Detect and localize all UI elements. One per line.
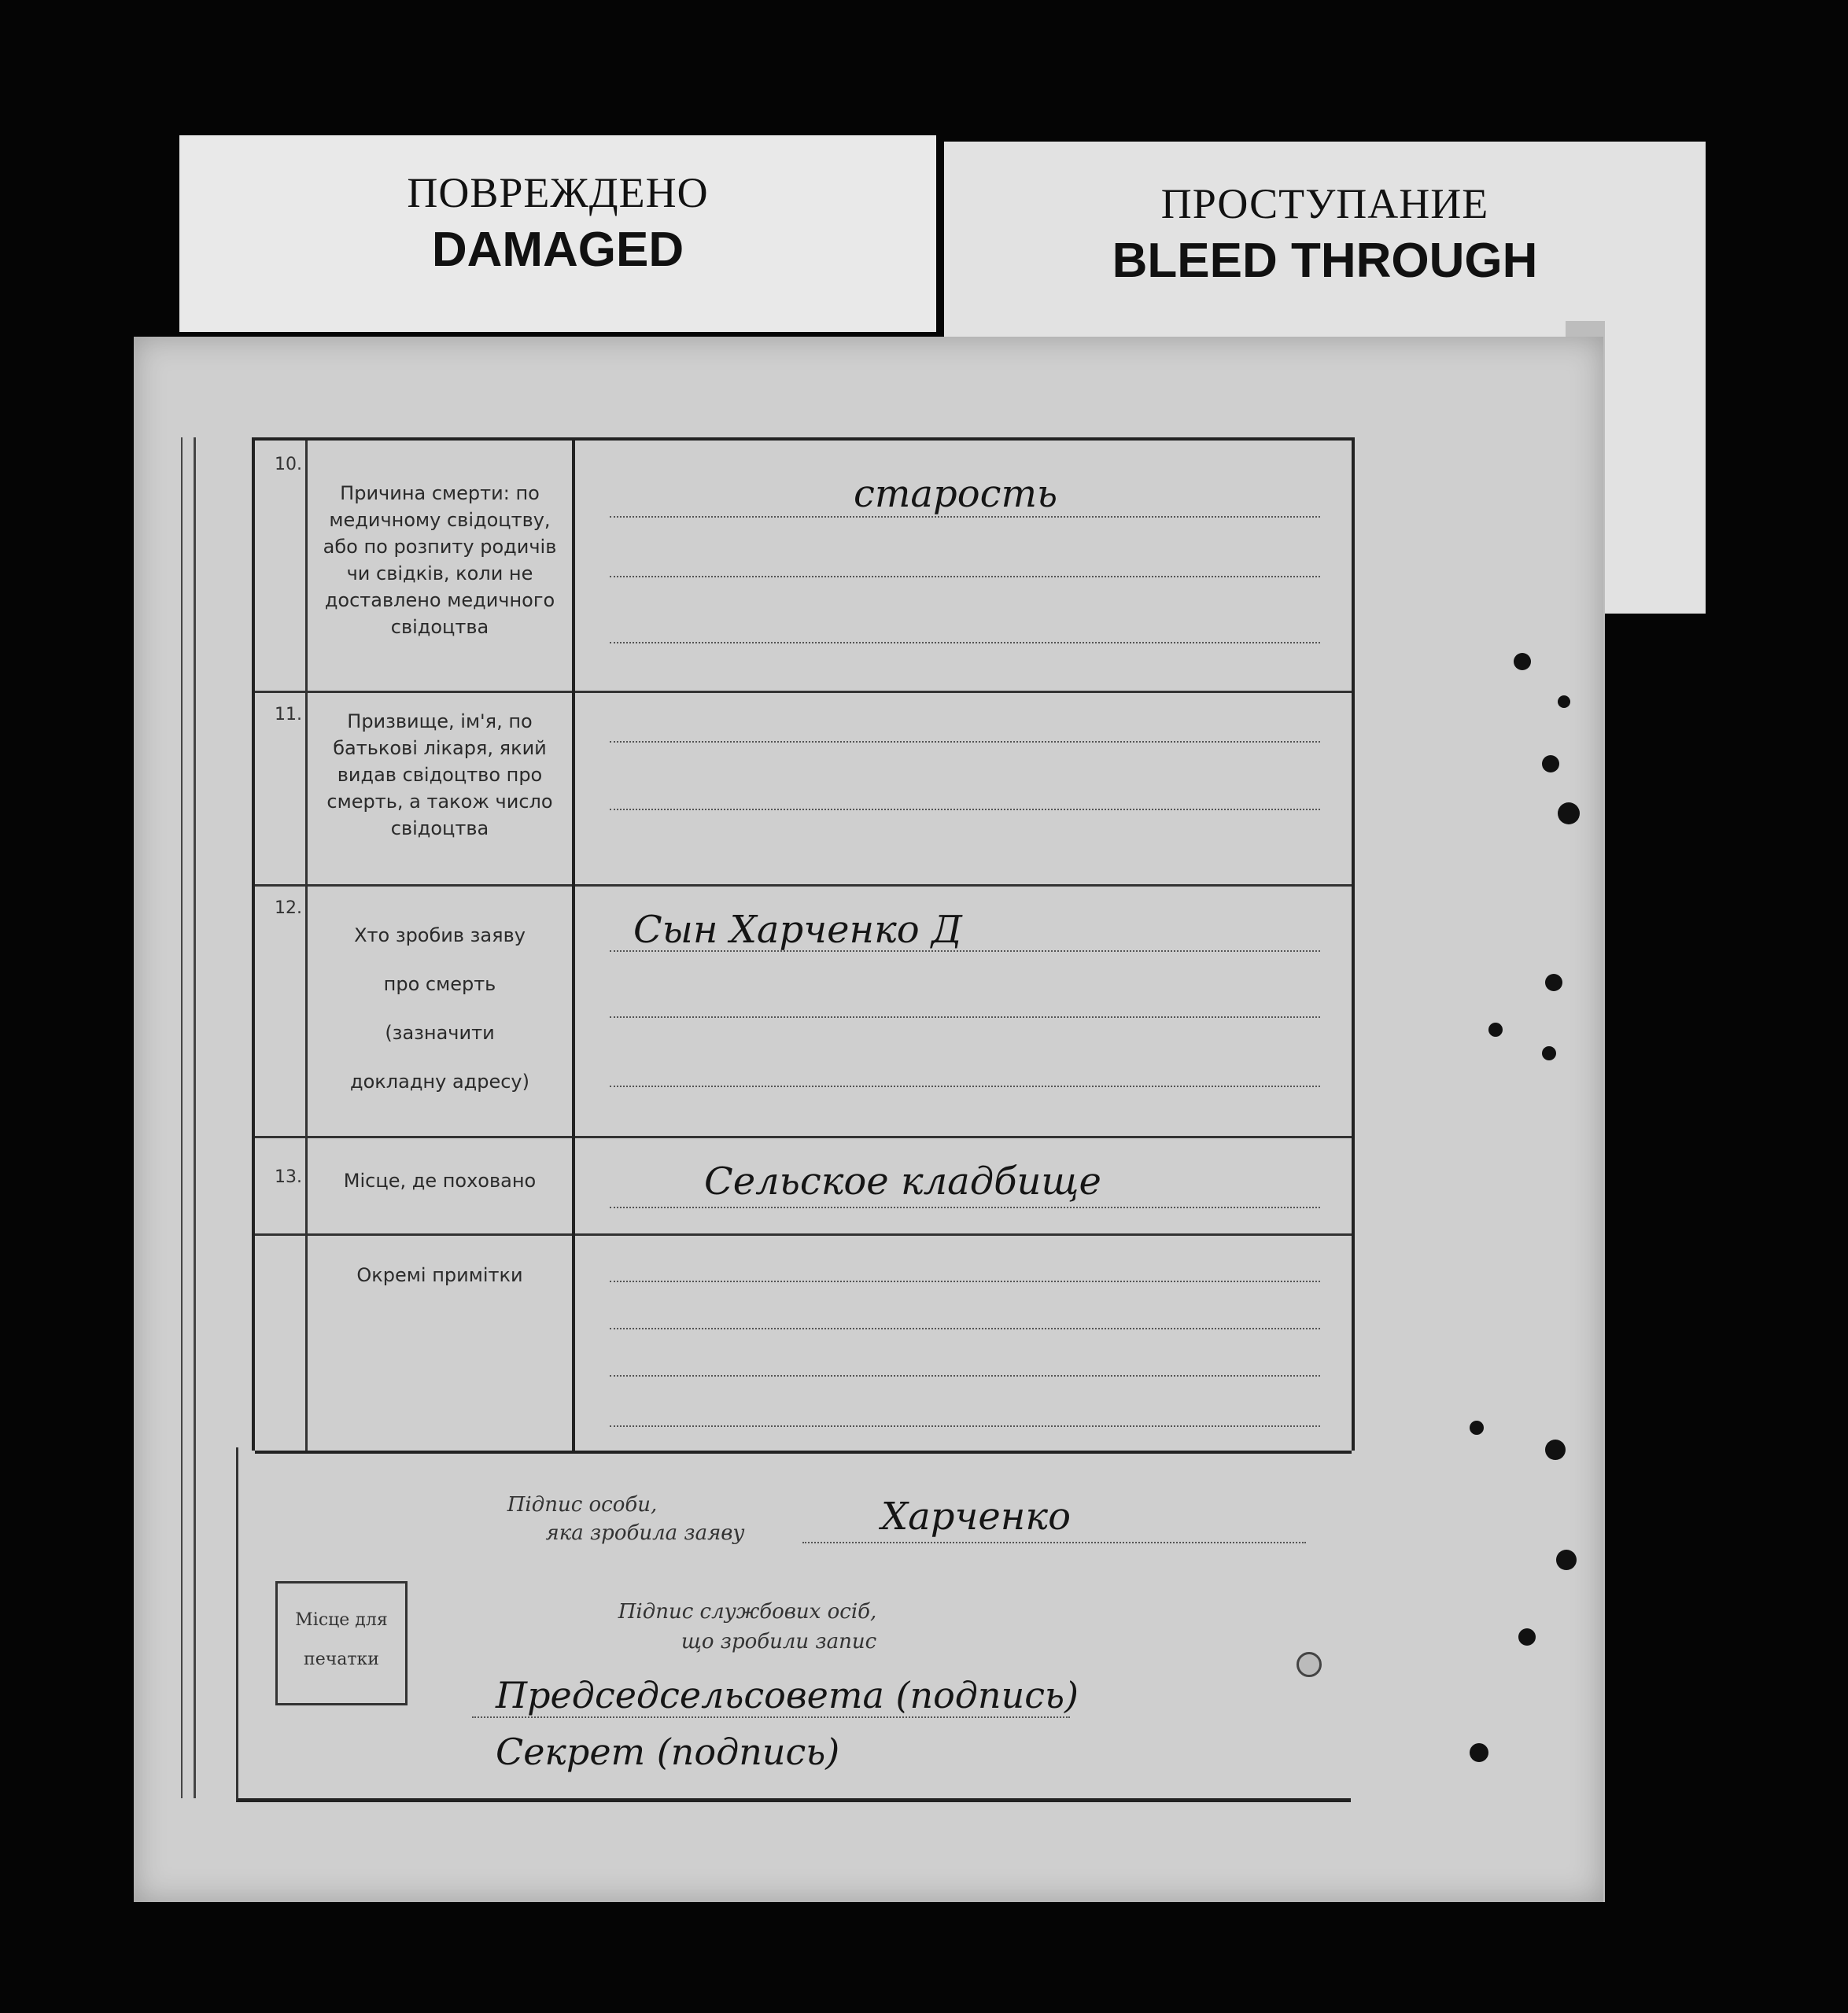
damaged-label-ru: ПОВРЕЖДЕНО	[407, 169, 709, 216]
stamp-place-line1: Місце для	[295, 1610, 388, 1630]
stamp-place-box	[275, 1581, 408, 1705]
officials-signature-label-line1: Підпис службових осіб,	[618, 1600, 877, 1624]
punch-hole	[1545, 1440, 1566, 1460]
row-label: Причина смерти: по медичному свідоцтву, або по розпиту родичів чи свідків, коли не доставлено медичного свідоцтва	[308, 441, 575, 691]
punch-hole	[1558, 695, 1570, 708]
margin-column-line	[194, 437, 196, 1798]
punch-hole	[1542, 755, 1559, 772]
official-signature-2: Секрет (подпись)	[496, 1731, 840, 1773]
cause-of-death-value: старость	[854, 472, 1058, 516]
burial-place-value: Сельское кладбище	[704, 1160, 1101, 1204]
form-row-10	[255, 441, 1352, 693]
punch-hole	[1542, 1046, 1556, 1060]
punch-hole	[1488, 1023, 1503, 1037]
form-row-12	[255, 884, 1352, 1138]
form-row-11	[255, 691, 1352, 887]
punch-hole	[1556, 1550, 1577, 1570]
row-label: Окремі примітки	[308, 1233, 575, 1451]
form-row-13	[255, 1136, 1352, 1236]
punch-hole	[1558, 802, 1580, 824]
row-number: 13.	[275, 1167, 302, 1187]
death-record-form	[252, 437, 1355, 1451]
declarant-signature: Харченко	[881, 1495, 1071, 1539]
punch-hole	[1470, 1421, 1484, 1435]
form-row-notes	[255, 1233, 1352, 1454]
punch-hole	[1514, 653, 1531, 670]
row-number	[255, 1233, 305, 1248]
damaged-label-en: DAMAGED	[431, 223, 684, 277]
margin-column-line	[181, 437, 183, 1798]
row-number: 10.	[275, 455, 302, 474]
declarant-value: Сын Харченко Д	[633, 908, 962, 952]
punch-hole	[1545, 974, 1562, 991]
damaged-label-card	[179, 135, 936, 332]
stamp-place-line2: печатки	[304, 1650, 379, 1669]
punch-hole	[1518, 1628, 1536, 1646]
declarant-signature-label-line2: яка зробила заяву	[545, 1521, 745, 1545]
row-label: Призвище, ім'я, по батькові лікаря, який видав свідоцтво про смерть, а також число свідоцтва	[308, 691, 575, 884]
officials-signature-label-line2: що зробили запис	[681, 1630, 877, 1654]
row-number: 11.	[275, 705, 302, 724]
rivet-mark	[1297, 1652, 1322, 1677]
punch-hole	[1470, 1743, 1488, 1762]
row-label: Хто зробив заяву про смерть (зазначити докладну адресу)	[308, 884, 575, 1136]
row-number: 12.	[275, 898, 302, 918]
row-label: Місце, де поховано	[308, 1136, 575, 1233]
bleed-through-label-en: BLEED THROUGH	[1112, 234, 1538, 288]
official-signature-1: Председсельсовета (подпись)	[496, 1674, 1079, 1716]
bleed-through-label-ru: ПРОСТУПАНИЕ	[1160, 180, 1489, 227]
declarant-signature-label-line1: Підпис особи,	[507, 1493, 658, 1517]
